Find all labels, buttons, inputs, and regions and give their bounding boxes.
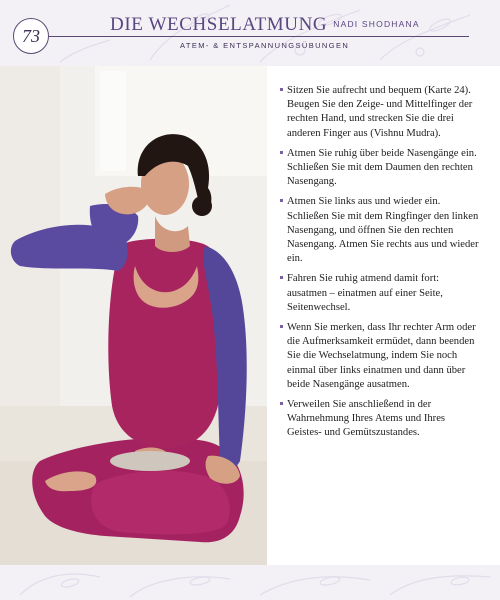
floral-pattern-decoration [0, 565, 500, 600]
instruction-text: Atmen Sie ruhig über beide Nasengänge ein. Schließen Sie mit dem Daumen den rechten Nasengang. [287, 147, 477, 188]
list-item [280, 398, 480, 441]
instruction-text: Wenn Sie merken, dass Ihr rechter Arm oder die Aufmerksamkeit ermüdet, dann beenden Sie die Wechselatmung, indem Sie noch einmal über links einatmen und dann über beide Nasengänge ausatmen. [287, 322, 476, 390]
section-subtitle: ATEM- & ENTSPANNUNGSÜBUNGEN [180, 41, 350, 50]
list-item [280, 272, 480, 315]
instruction-list [280, 84, 480, 441]
bullet-icon [280, 88, 283, 91]
instruction-text-column [280, 84, 480, 447]
bullet-icon [280, 199, 283, 202]
instruction-text: Sitzen Sie aufrecht und bequem (Karte 24). Beugen Sie den Zeige- und Mittelfinger der rechten Hand, und strecken Sie die drei anderen Finger aus (Vishnu Mudra). [287, 85, 473, 139]
yoga-photo [0, 66, 267, 565]
bullet-icon [280, 151, 283, 154]
list-item [280, 147, 480, 190]
page-number-badge [13, 18, 49, 54]
instruction-text: Atmen Sie links aus und wieder ein. Schließen Sie mit dem Ringfinger den linken Nasengang, und öffnen Sie den rechten Nasengang. Atmen Sie rechts aus und wieder ein. [287, 196, 479, 265]
page-title-main: DIE WECHSELATMUNG [110, 14, 328, 35]
title-rule [49, 36, 469, 37]
instruction-text: Verweilen Sie anschließend in der Wahrnehmung Ihres Atems und Ihres Geistes- und Gemütszustandes. [287, 399, 446, 439]
page-title-sub: NADI SHODHANA [333, 19, 420, 29]
woman-seated-yoga-breathing-photo [0, 66, 267, 565]
list-item [280, 321, 480, 392]
page-number: 73 [22, 25, 40, 46]
bullet-icon [280, 276, 283, 279]
bullet-icon [280, 325, 283, 328]
list-item [280, 84, 480, 141]
page-title [110, 14, 420, 36]
footer-band [0, 565, 500, 600]
bullet-icon [280, 402, 283, 405]
list-item [280, 195, 480, 266]
instruction-text: Fahren Sie ruhig atmend damit fort: ausatmen – einatmen auf einer Seite, Seitenwechsel. [287, 273, 443, 313]
